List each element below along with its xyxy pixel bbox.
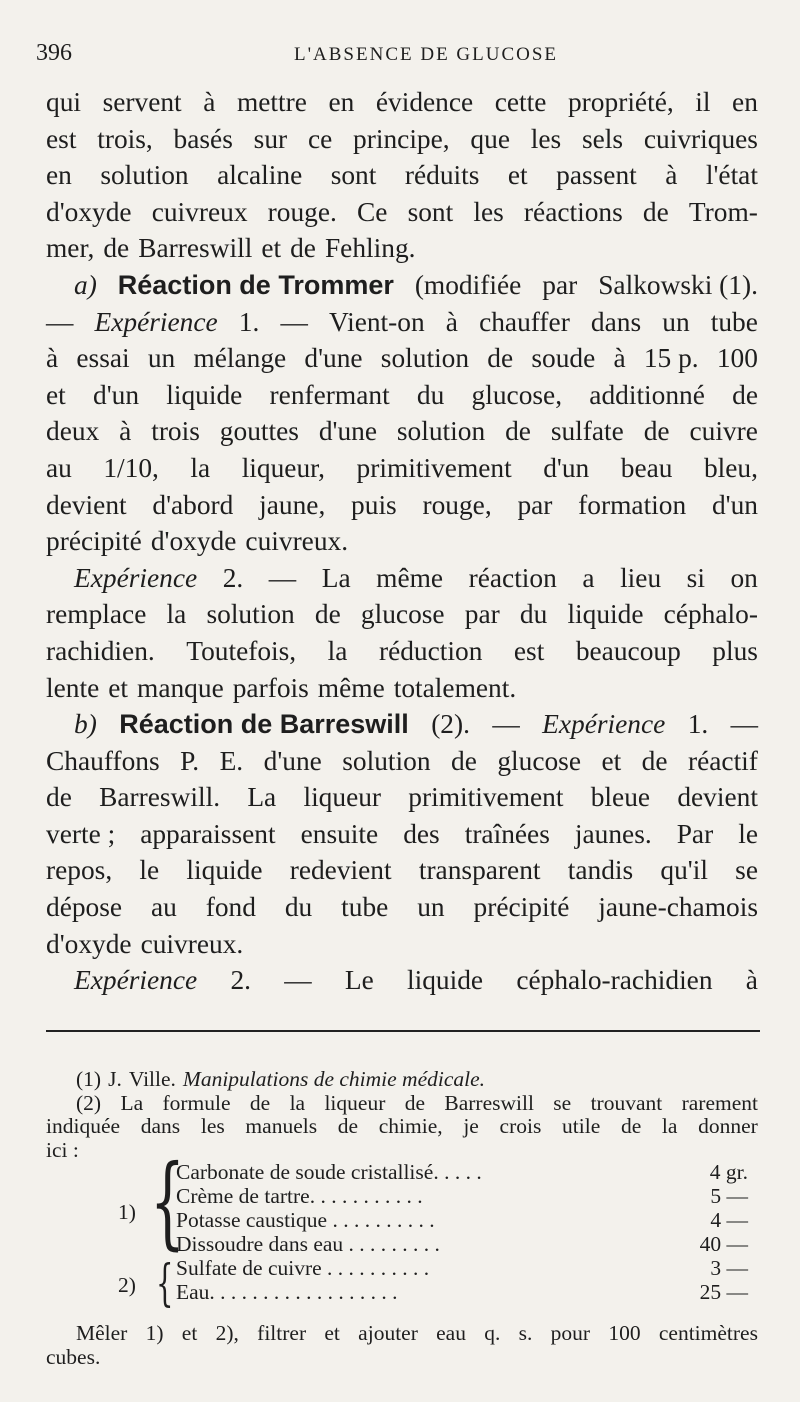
- text-word: Réaction de Barreswill: [119, 709, 409, 740]
- text-word: glucose: [360, 599, 445, 630]
- footnote-line: [46, 1322, 758, 1346]
- text-word: La: [120, 1090, 144, 1115]
- text-word: céphalo-: [663, 599, 758, 630]
- text-word: à: [613, 343, 626, 374]
- text-word: tube: [710, 306, 758, 337]
- text-word: lieu: [620, 562, 662, 593]
- text-word: verte ;: [46, 818, 116, 849]
- text-word: de: [487, 343, 514, 374]
- text-word: P.: [180, 745, 200, 776]
- text-line: [46, 340, 758, 377]
- text-word: et: [601, 745, 622, 776]
- text-word: remplace: [46, 599, 147, 630]
- ingredient-quantity: 4 —: [710, 1208, 748, 1232]
- text-word: indiquée: [46, 1114, 121, 1138]
- ingredient-name: Potasse caustique . . . . . . . . . .: [176, 1208, 435, 1232]
- text-line: [46, 157, 758, 194]
- text-word: glucose: [497, 745, 581, 776]
- text-word: et: [507, 160, 528, 191]
- text-line: [46, 852, 758, 889]
- text-word: de: [642, 196, 669, 227]
- text-word: gouttes: [219, 416, 299, 447]
- text-word: Mêler: [76, 1321, 128, 1345]
- text-word: —: [284, 965, 312, 996]
- text-word: redevient: [289, 855, 392, 886]
- text-word: un: [147, 343, 176, 374]
- text-word: cuivreux.: [140, 928, 244, 959]
- text-word: la: [190, 452, 211, 483]
- running-head: L'ABSENCE DE GLUCOSE: [294, 44, 559, 65]
- text-line: [46, 450, 758, 487]
- body-text: [46, 84, 758, 999]
- text-word: lente: [46, 672, 100, 703]
- text-word: dans: [590, 306, 642, 337]
- text-word: (modifiée: [414, 269, 522, 300]
- text-word: en: [328, 87, 355, 117]
- text-word: qu'il: [660, 855, 708, 886]
- text-word: de: [641, 745, 668, 776]
- text-word: de: [404, 1090, 426, 1115]
- text-word: —: [46, 306, 74, 337]
- brace-icon: {: [150, 1143, 185, 1260]
- text-line: [46, 230, 758, 267]
- text-word: de: [314, 599, 341, 630]
- text-word: et: [324, 1321, 340, 1345]
- text-word: principe,: [353, 123, 450, 154]
- text-word: sur: [253, 123, 288, 154]
- text-word: cuivre: [689, 416, 758, 447]
- text-word: du: [519, 599, 548, 630]
- text-word: évidence: [375, 87, 474, 117]
- text-word: se: [735, 855, 758, 886]
- text-word: jaune,: [259, 489, 326, 520]
- text-word: totalement.: [393, 672, 517, 703]
- text-word: les: [473, 196, 504, 227]
- text-word: 2.: [222, 562, 244, 593]
- text-word: la: [166, 599, 187, 630]
- text-word: formation: [578, 489, 687, 520]
- text-word: du: [284, 892, 313, 923]
- text-word: jaune-chamois: [598, 892, 758, 923]
- text-word: les: [200, 1114, 225, 1138]
- text-word: on: [730, 562, 758, 593]
- text-word: Expérience: [74, 965, 198, 996]
- text-word: s.: [518, 1321, 533, 1345]
- text-word: ensuite: [300, 818, 379, 849]
- text-word: Ce: [357, 196, 388, 227]
- text-word: de: [46, 782, 72, 813]
- text-word: manque: [137, 672, 224, 703]
- text-word: Trom-: [688, 196, 758, 227]
- text-word: Ville.: [128, 1067, 176, 1091]
- text-line: [46, 194, 758, 231]
- text-word: le: [738, 818, 758, 849]
- text-word: à: [665, 160, 678, 191]
- text-word: primitivement: [408, 782, 564, 813]
- text-word: (2): [76, 1090, 102, 1115]
- text-word: apparaissent: [140, 818, 276, 849]
- text-word: transparent: [418, 855, 541, 886]
- text-word: réactions: [523, 196, 623, 227]
- text-word: Par: [676, 818, 714, 849]
- page-number: 396: [36, 40, 72, 66]
- text-line: [46, 816, 758, 853]
- text-word: céphalo-rachidien: [516, 965, 713, 996]
- text-word: de: [103, 233, 130, 264]
- page-header: [36, 40, 766, 76]
- text-word: La: [321, 562, 351, 593]
- text-word: réactif: [687, 745, 758, 776]
- text-word: pour: [550, 1321, 591, 1345]
- text-line: [46, 743, 758, 780]
- text-word: ce: [307, 123, 333, 154]
- text-word: d'oxyde: [46, 928, 132, 959]
- text-word: des: [403, 818, 440, 849]
- text-word: —: [268, 562, 297, 593]
- text-word: bleue: [590, 782, 651, 813]
- text-word: liquide: [186, 855, 263, 886]
- text-word: un: [417, 892, 445, 923]
- text-word: 1.: [687, 709, 709, 740]
- text-word: donner: [698, 1114, 758, 1138]
- text-word: solution: [396, 416, 486, 447]
- text-word: cuivreux: [151, 196, 248, 227]
- text-word: de: [643, 416, 670, 447]
- text-word: par: [517, 489, 553, 520]
- text-word: en: [732, 87, 758, 117]
- text-word: J.: [108, 1067, 122, 1091]
- text-word: le: [139, 855, 160, 886]
- text-word: mer,: [46, 233, 95, 264]
- text-word: deux: [46, 416, 100, 447]
- text-word: d'un: [711, 489, 758, 520]
- text-line: [46, 121, 758, 158]
- text-word: a: [582, 562, 595, 593]
- text-word: de: [290, 233, 316, 264]
- text-word: filtrer: [257, 1321, 307, 1345]
- footnote-line: [46, 1115, 758, 1139]
- footnote-rule: [46, 1030, 760, 1032]
- text-line: [46, 487, 758, 524]
- text-word: essai: [76, 343, 130, 374]
- text-word: à: [203, 87, 216, 117]
- text-word: sulfate: [550, 416, 624, 447]
- text-line: [46, 889, 758, 926]
- text-word: dans: [140, 1114, 181, 1138]
- recipe-row: [176, 1208, 748, 1232]
- text-word: par: [542, 269, 578, 300]
- text-word: q.: [484, 1321, 501, 1345]
- text-word: Barreswill: [138, 233, 253, 264]
- text-word: Expérience: [542, 709, 666, 740]
- text-word: les: [530, 123, 562, 154]
- text-word: Barreswill: [444, 1090, 534, 1115]
- text-word: de: [505, 416, 531, 447]
- text-word: mélange: [193, 343, 287, 374]
- text-word: cette: [494, 87, 547, 117]
- text-word: cubes.: [46, 1344, 101, 1369]
- text-word: Expérience: [94, 306, 218, 337]
- text-word: eau: [436, 1321, 466, 1345]
- text-word: qui: [46, 87, 82, 117]
- text-line: [46, 926, 758, 963]
- recipe-row: [176, 1280, 748, 1304]
- text-word: rarement: [681, 1090, 758, 1115]
- text-word: Toutefois,: [186, 635, 297, 666]
- text-word: au: [46, 452, 72, 483]
- text-word: Le: [344, 965, 374, 996]
- text-word: Expérience: [74, 562, 198, 593]
- text-word: est: [513, 635, 545, 666]
- recipe-group-1-label: 1): [118, 1200, 136, 1224]
- text-word: liquide: [407, 965, 484, 996]
- ingredient-name: Eau. . . . . . . . . . . . . . . . . .: [176, 1280, 398, 1304]
- text-word: en: [46, 160, 72, 191]
- text-word: alcaline: [217, 160, 303, 191]
- text-line: [46, 84, 758, 121]
- text-line: [46, 523, 758, 560]
- text-line: [46, 706, 758, 743]
- text-word: d'oxyde: [150, 526, 237, 557]
- text-word: réduction: [378, 635, 483, 666]
- text-word: à: [445, 306, 458, 337]
- text-word: formule: [162, 1090, 231, 1115]
- text-word: et: [108, 672, 129, 703]
- text-line: [46, 413, 758, 450]
- text-word: trois,: [97, 123, 153, 154]
- text-word: additionné: [589, 379, 705, 410]
- text-word: si: [686, 562, 705, 593]
- text-word: la: [327, 635, 348, 666]
- text-word: se: [553, 1090, 572, 1115]
- text-word: que: [470, 123, 510, 154]
- text-line: [46, 670, 758, 707]
- text-word: cuivreux.: [245, 526, 349, 557]
- text-word: et: [46, 379, 66, 410]
- text-word: d'une: [318, 416, 377, 447]
- text-word: repos,: [46, 855, 113, 886]
- text-word: jaunes.: [574, 818, 652, 849]
- text-word: 2),: [215, 1321, 239, 1345]
- text-word: cuivriques: [643, 123, 758, 154]
- text-word: passent: [556, 160, 637, 191]
- text-word: a): [74, 269, 97, 300]
- text-word: même: [317, 672, 385, 703]
- text-word: puis: [351, 489, 397, 520]
- text-word: La: [247, 782, 277, 813]
- text-word: à: [119, 416, 132, 447]
- text-word: beaucoup: [575, 635, 681, 666]
- text-word: 1/10,: [103, 452, 159, 483]
- text-word: utile: [562, 1114, 601, 1138]
- text-word: Salkowski (1).: [598, 269, 758, 300]
- text-line: [46, 633, 758, 670]
- text-word: à: [46, 343, 59, 374]
- text-word: d'oxyde: [46, 196, 132, 227]
- text-line: [46, 304, 758, 341]
- text-word: d'un: [93, 379, 140, 410]
- text-word: réduits: [404, 160, 480, 191]
- text-word: Barreswill.: [99, 782, 221, 813]
- text-word: d'un: [543, 452, 590, 483]
- text-word: même: [376, 562, 444, 593]
- text-word: la: [289, 1090, 306, 1115]
- text-word: Réaction de Trommer: [117, 269, 394, 300]
- text-word: de: [732, 379, 758, 410]
- text-word: Fehling.: [324, 233, 416, 264]
- footnote-line: [46, 1068, 758, 1092]
- text-word: 15 p.: [643, 343, 699, 374]
- text-word: bleu,: [703, 452, 758, 483]
- text-line: [46, 596, 758, 633]
- text-word: plus: [712, 635, 758, 666]
- footnote-line: [46, 1346, 758, 1370]
- text-word: soude: [531, 343, 596, 374]
- text-word: —: [492, 709, 520, 740]
- text-word: crois: [499, 1114, 542, 1138]
- text-word: sont: [330, 160, 377, 191]
- text-word: d'abord: [152, 489, 234, 520]
- ingredient-quantity: 4 gr.: [709, 1160, 748, 1184]
- text-word: un: [662, 306, 690, 337]
- text-word: devient: [677, 782, 758, 813]
- text-word: traînées: [464, 818, 550, 849]
- text-word: solution: [342, 745, 431, 776]
- text-word: parfois: [232, 672, 309, 703]
- text-word: E.: [219, 745, 244, 776]
- text-word: du: [416, 379, 445, 410]
- text-word: devient: [46, 489, 127, 520]
- ingredient-quantity: 40 —: [699, 1232, 748, 1256]
- text-word: centimètres: [658, 1321, 758, 1345]
- text-word: solution: [100, 160, 189, 191]
- text-word: précipité: [473, 892, 570, 923]
- text-word: d'une: [304, 343, 363, 374]
- text-word: je: [463, 1114, 479, 1138]
- text-word: 1): [145, 1321, 164, 1345]
- footnote-conclusion: [46, 1322, 758, 1369]
- text-line: [46, 962, 758, 999]
- ingredient-name: Crème de tartre. . . . . . . . . . .: [176, 1184, 423, 1208]
- text-word: l'état: [705, 160, 758, 191]
- text-word: ici :: [46, 1137, 79, 1162]
- text-word: il: [695, 87, 711, 117]
- text-word: dépose: [46, 892, 123, 923]
- text-word: tandis: [567, 855, 634, 886]
- recipe-group-2-label: 2): [118, 1273, 136, 1297]
- recipe-row: [176, 1256, 748, 1280]
- text-word: 100: [608, 1321, 641, 1345]
- text-word: beau: [620, 452, 673, 483]
- text-word: (2).: [431, 709, 470, 740]
- ingredient-name: Dissoudre dans eau . . . . . . . . .: [176, 1232, 440, 1256]
- text-word: de: [249, 1090, 271, 1115]
- text-line: [46, 377, 758, 414]
- text-word: à: [745, 965, 758, 996]
- text-word: rouge.: [267, 196, 337, 227]
- text-line: [46, 779, 758, 816]
- text-word: mettre: [236, 87, 307, 117]
- text-word: de: [337, 1114, 359, 1138]
- text-line: [46, 267, 758, 304]
- ingredient-quantity: 25 —: [699, 1280, 748, 1304]
- text-word: par: [464, 599, 500, 630]
- text-word: liqueur: [324, 1090, 386, 1115]
- text-word: trois: [151, 416, 200, 447]
- text-word: (1): [76, 1067, 102, 1091]
- text-word: et: [261, 233, 282, 264]
- text-word: rachidien.: [46, 635, 155, 666]
- ingredient-name: Sulfate de cuivre . . . . . . . . . .: [176, 1256, 430, 1280]
- text-word: ajouter: [358, 1321, 418, 1345]
- text-word: basés: [173, 123, 233, 154]
- footnote-line: [46, 1092, 758, 1116]
- text-word: tube: [341, 892, 389, 923]
- text-word: précipité: [46, 526, 142, 557]
- text-word: —: [730, 709, 758, 740]
- text-word: liqueur: [303, 782, 382, 813]
- text-word: glucose,: [471, 379, 563, 410]
- text-word: Vient-on: [328, 306, 425, 337]
- text-word: Chauffons: [46, 745, 160, 776]
- ingredient-quantity: 5 —: [710, 1184, 748, 1208]
- text-word: liquide: [567, 599, 644, 630]
- text-word: 1.: [238, 306, 260, 337]
- text-word: propriété,: [567, 87, 674, 117]
- text-word: trouvant: [590, 1090, 663, 1115]
- text-word: sont: [407, 196, 454, 227]
- text-word: est: [46, 123, 77, 154]
- text-word: la: [661, 1114, 678, 1138]
- text-word: au: [150, 892, 177, 923]
- text-word: réaction: [468, 562, 557, 593]
- text-word: d'une: [263, 745, 322, 776]
- text-word: sels: [581, 123, 624, 154]
- text-word: 100: [716, 343, 758, 374]
- brace-icon: {: [156, 1254, 174, 1312]
- text-word: de: [620, 1114, 642, 1138]
- text-word: b): [74, 709, 97, 740]
- recipe-row: [176, 1160, 748, 1184]
- text-word: de: [451, 745, 477, 776]
- ingredient-quantity: 3 —: [710, 1256, 748, 1280]
- text-word: manuels: [245, 1114, 318, 1138]
- ingredient-name: Carbonate de soude cristallisé. . . . .: [176, 1160, 482, 1184]
- text-word: primitivement: [356, 452, 512, 483]
- text-word: fond: [205, 892, 256, 923]
- text-word: liquide: [166, 379, 243, 410]
- text-word: solution: [380, 343, 470, 374]
- text-line: [46, 560, 758, 597]
- text-word: renfermant: [269, 379, 390, 410]
- text-word: solution: [206, 599, 295, 630]
- text-word: chauffer: [479, 306, 570, 337]
- text-word: et: [181, 1321, 198, 1345]
- text-word: Manipulations de chimie médicale.: [182, 1067, 486, 1091]
- text-word: liqueur,: [241, 452, 326, 483]
- text-word: servent: [102, 87, 182, 117]
- text-word: chimie,: [378, 1114, 443, 1138]
- text-word: 2.: [230, 965, 251, 996]
- text-word: —: [280, 306, 308, 337]
- recipe-row: [176, 1232, 748, 1256]
- text-word: rouge,: [422, 489, 492, 520]
- recipe-row: [176, 1184, 748, 1208]
